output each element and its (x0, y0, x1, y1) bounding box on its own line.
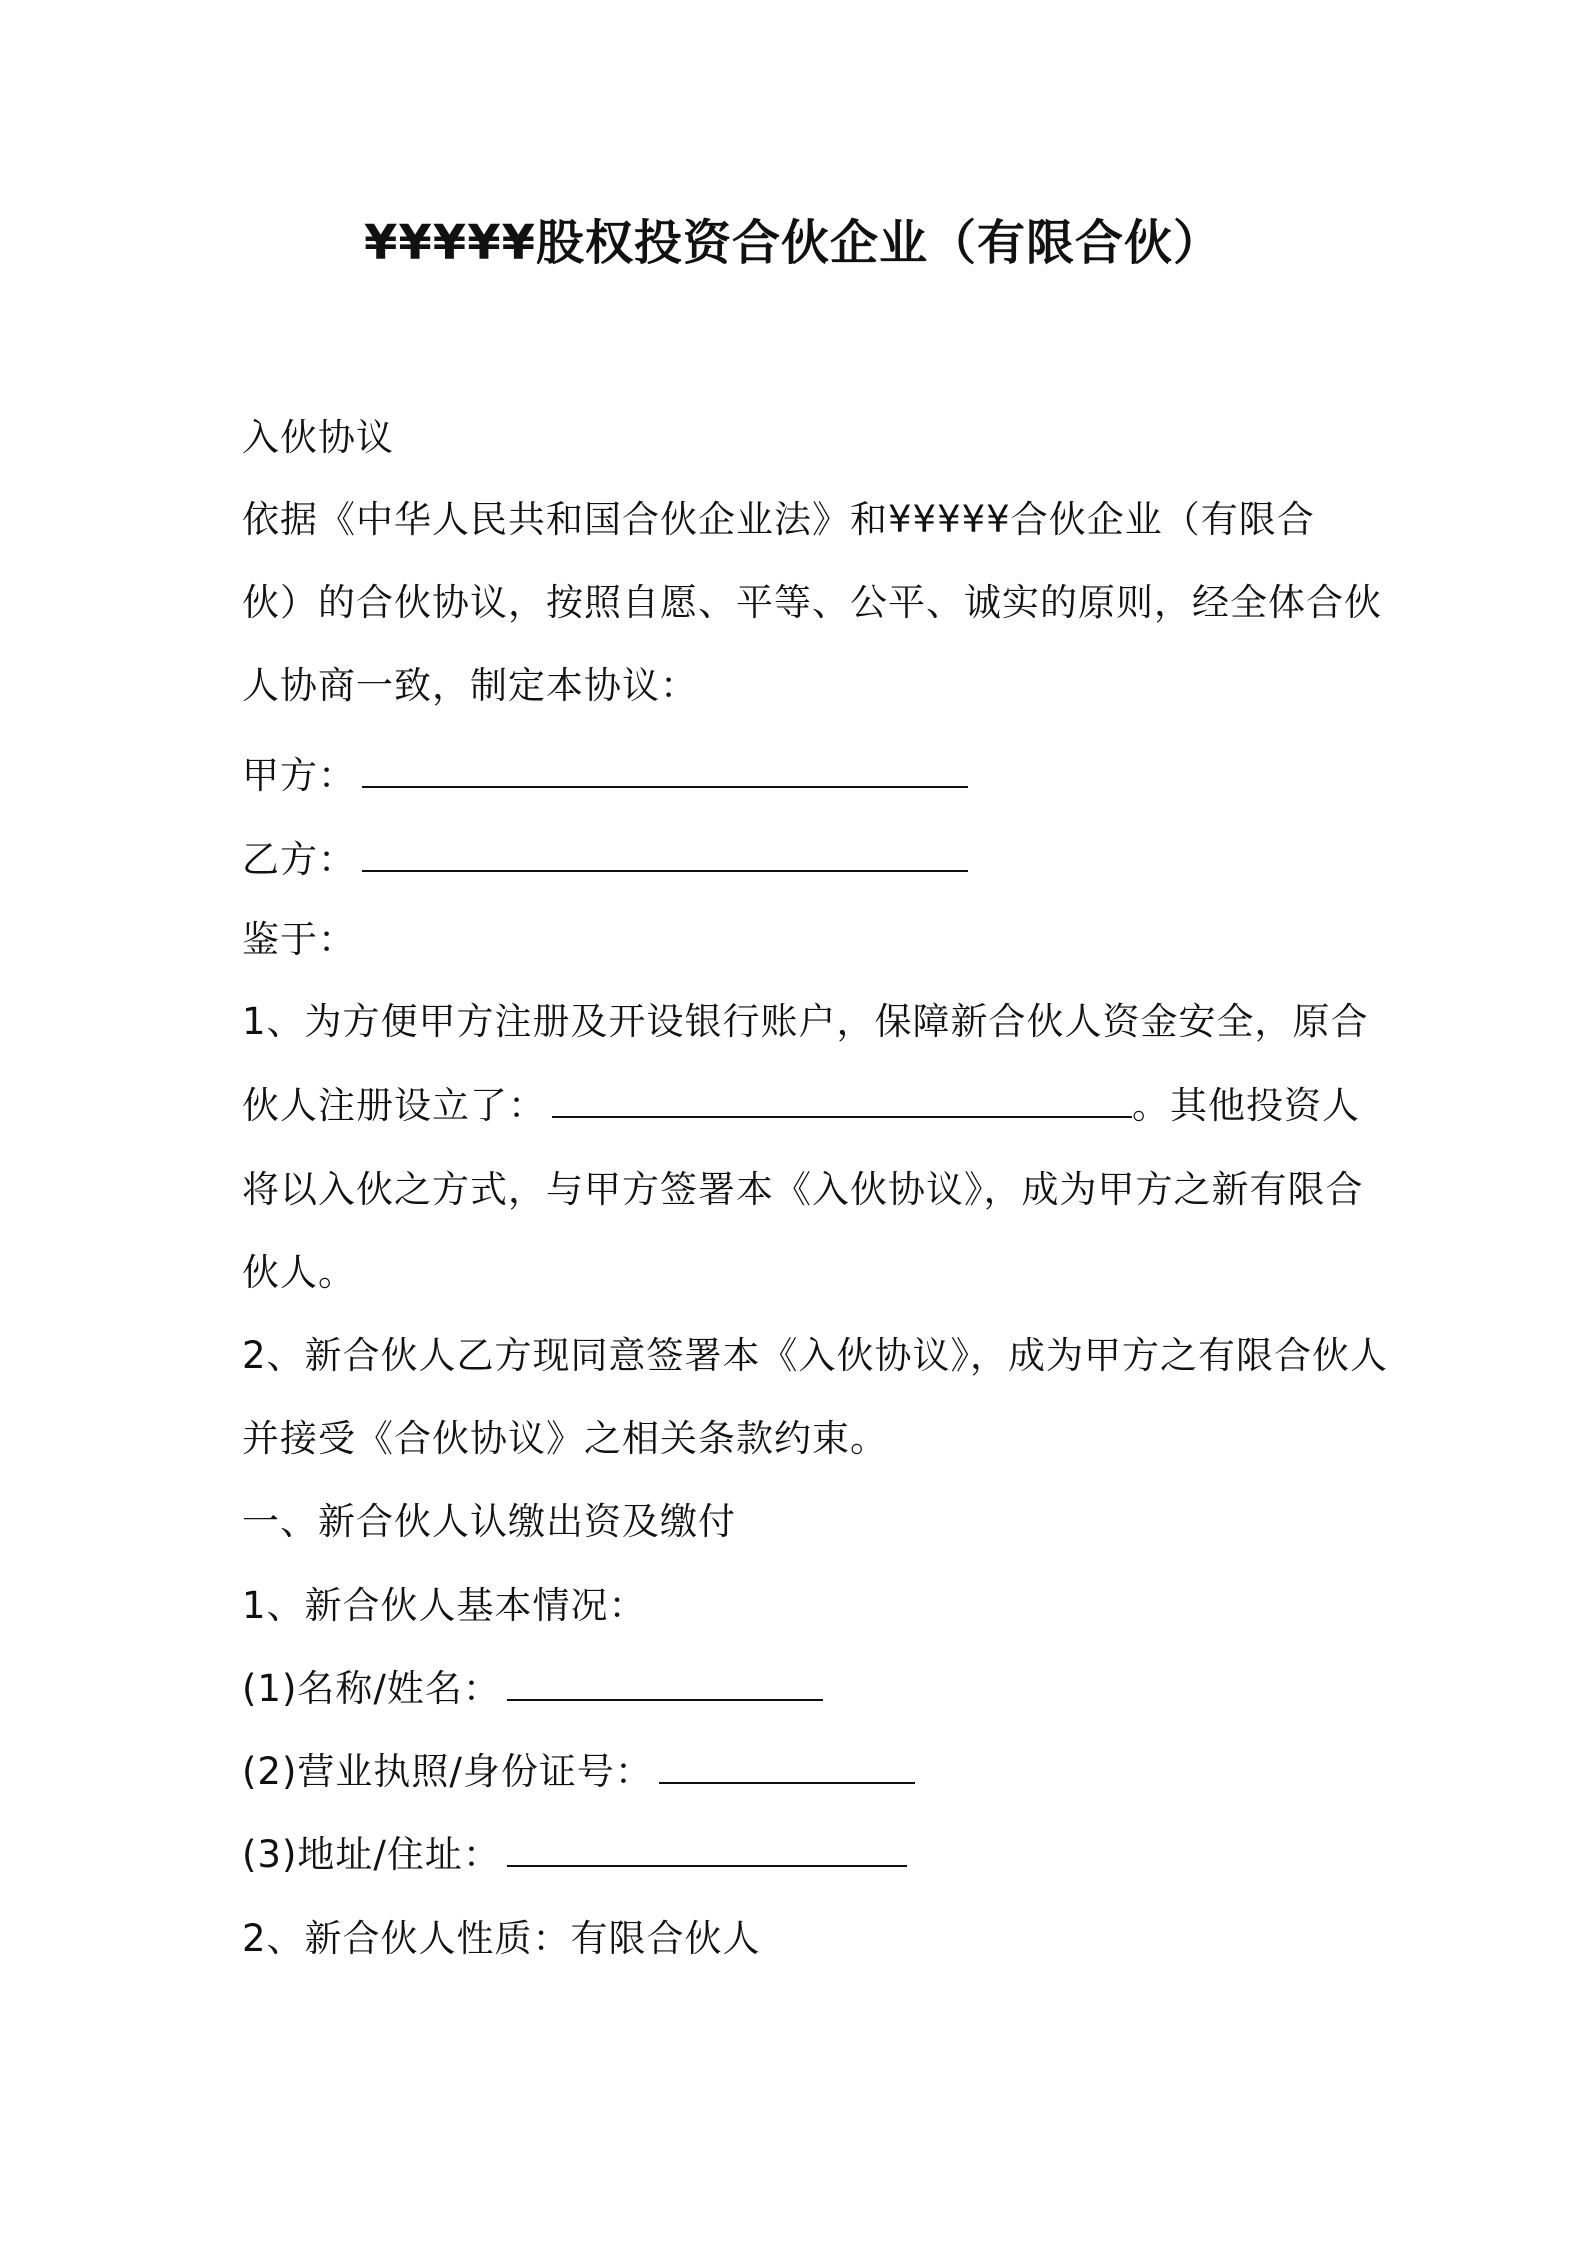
clause2-line-2: 并接受《合伙协议》之相关条款约束。 (242, 1417, 888, 1460)
field-name-label: (1)名称/姓名： (242, 1667, 501, 1710)
field-address-label: (3)地址/住址： (242, 1833, 501, 1876)
intro-line-2: 伙）的合伙协议，按照自愿、平等、公平、诚实的原则，经全体合伙 (242, 581, 1382, 624)
clause1-line-2-suffix: 。其他投资人 (1132, 1084, 1360, 1127)
clause1-line-1: 1、为方便甲方注册及开设银行账户，保障新合伙人资金安全，原合 (242, 1000, 1369, 1043)
party-a-blank[interactable] (362, 752, 968, 788)
field-license-row (242, 1746, 1362, 1798)
party-b-row (242, 834, 1362, 886)
clause1-line-2 (242, 1080, 1362, 1132)
party-a-row (242, 750, 1362, 802)
intro-line-1: 依据《中华人民共和国合伙企业法》和¥¥¥¥¥合伙企业（有限合 (242, 498, 1315, 541)
clause1-line-2-prefix: 伙人注册设立了： (242, 1084, 546, 1127)
field-address-blank[interactable] (507, 1831, 907, 1867)
field-license-blank[interactable] (659, 1748, 915, 1784)
field-name-row (242, 1663, 1362, 1715)
party-a-label: 甲方： (242, 754, 356, 797)
registered-entity-blank[interactable] (552, 1082, 1132, 1118)
clause2-line-1: 2、新合伙人乙方现同意签署本《入伙协议》，成为甲方之有限合伙人 (242, 1334, 1389, 1377)
section1-heading: 一、新合伙人认缴出资及缴付 (242, 1500, 736, 1543)
party-b-blank[interactable] (362, 836, 968, 872)
clause1-line-3: 将以入伙之方式，与甲方签署本《入伙协议》，成为甲方之新有限合 (242, 1168, 1364, 1211)
section1-item-2: 2、新合伙人性质：有限合伙人 (242, 1917, 761, 1960)
field-address-row (242, 1829, 1362, 1881)
section1-item-1: 1、新合伙人基本情况： (242, 1584, 647, 1627)
document-title: ¥¥¥¥¥股权投资合伙企业（有限合伙） (364, 215, 1222, 271)
intro-line-3: 人协商一致，制定本协议： (242, 664, 698, 707)
field-license-label: (2)营业执照/身份证号： (242, 1750, 653, 1793)
agreement-heading: 入伙协议 (242, 416, 394, 459)
party-b-label: 乙方： (242, 838, 356, 881)
field-name-blank[interactable] (507, 1665, 823, 1701)
whereas-label: 鉴于： (242, 918, 356, 961)
clause1-line-4: 伙人。 (242, 1251, 356, 1294)
